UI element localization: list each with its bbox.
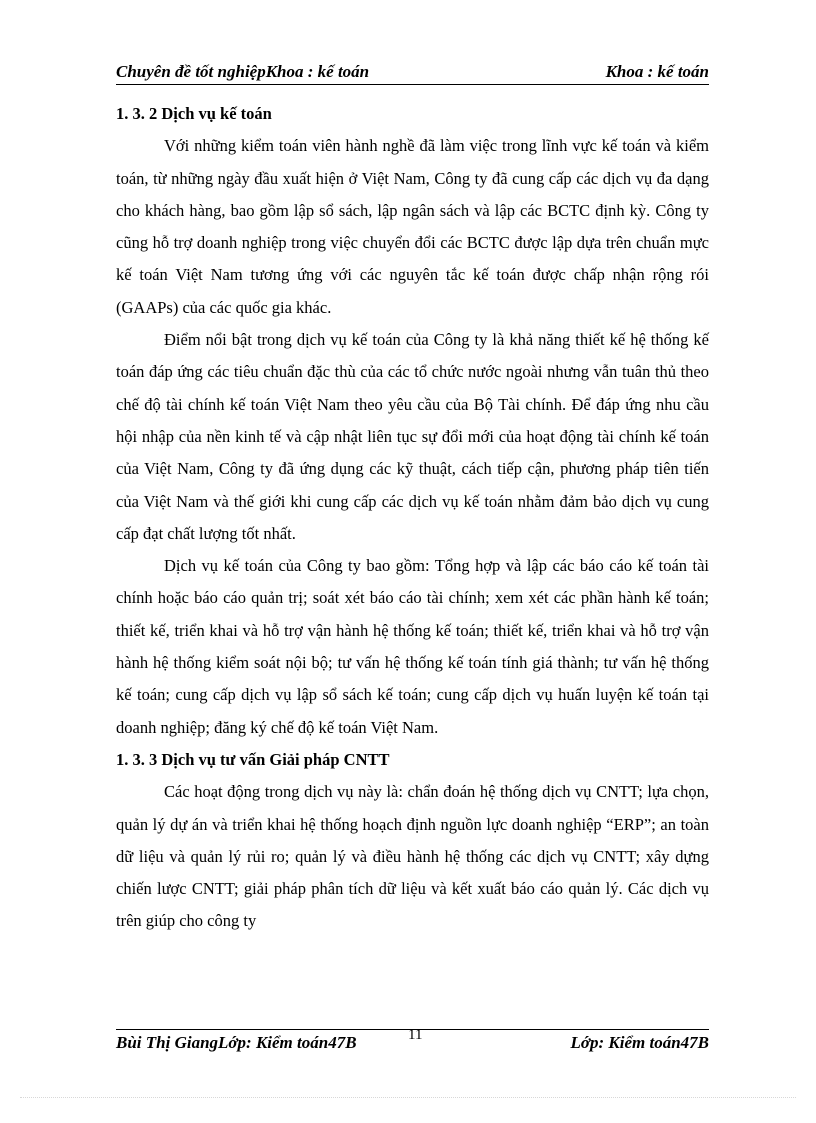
paragraph: Với những kiểm toán viên hành nghề đã làm việc trong lĩnh vực kế toán và kiểm toán, từ những ngày đầu xuất hiện ở Việt Nam, Công ty đã cung cấp các dịch vụ đa dạng cho khách hàng, bao gồm lập sổ sách, lập ngân sách và lập các BCTC định kỳ. Công ty cũng hỗ trợ doanh nghiệp trong việc chuyển đổi các BCTC được lập dựa trên chuẩn mực kế toán Việt Nam tương ứng với các nguyên tắc kế toán được chấp nhận rộng rói (GAAPs) của các quốc gia khác. <box>116 136 709 317</box>
page-header <box>116 60 709 85</box>
page-edge-divider <box>20 1097 796 1098</box>
page-number: 11 <box>408 1027 423 1043</box>
header-left-text: Chuyên đề tốt nghiệpKhoa : kế toán <box>116 62 370 81</box>
footer-author-text: Bùi Thị GiangLớp: Kiểm toán47B <box>116 1033 357 1052</box>
section-heading-dich-vu-ke-toan: 1. 3. 2 Dịch vụ kế toán <box>116 104 272 123</box>
page-body <box>116 98 709 938</box>
footer-class-text: Lớp: Kiểm toán47B <box>570 1033 709 1052</box>
section-heading-tu-van-cntt: 1. 3. 3 Dịch vụ tư vấn Giải pháp CNTT <box>116 749 390 769</box>
header-right-text: Khoa : kế toán <box>605 62 709 81</box>
page-footer <box>116 1029 709 1056</box>
paragraph: Các hoạt động trong dịch vụ này là: chẩn đoán hệ thống dịch vụ CNTT; lựa chọn, quản lý dự án và triển khai hệ thống hoạch định nguồn lực doanh nghiệp “ERP”; an toàn dữ liệu và quản lý rủi ro; quản lý và điều hành hệ thống các dịch vụ CNTT; xây dựng chiến lược CNTT; giải pháp phân tích dữ liệu và kết xuất báo cáo quản lý. Các dịch vụ trên giúp cho công ty <box>116 782 709 931</box>
paragraph: Dịch vụ kế toán của Công ty bao gồm: Tổng hợp và lập các báo cáo kế toán tài chính hoặc báo cáo quản trị; soát xét báo cáo tài chính; xem xét các phần hành kế toán; thiết kế, triển khai và hỗ trợ vận hành hệ thống kế toán; thiết kế, triển khai và hỗ trợ vận hành hệ thống kiểm soát nội bộ; tư vấn hệ thống kế toán tính giá thành; tư vấn hệ thống kế toán; cung cấp dịch vụ lập sổ sách kế toán; cung cấp dịch vụ huấn luyện kế toán tại doanh nghiệp; đăng ký chế độ kế toán Việt Nam. <box>116 556 709 737</box>
paragraph: Điểm nổi bật trong dịch vụ kế toán của Công ty là khả năng thiết kế hệ thống kế toán đáp ứng các tiêu chuẩn đặc thù của các tổ chức nước ngoài nhưng vẫn tuân thủ theo chế độ tài chính kế toán Việt Nam theo yêu cầu của Bộ Tài chính. Để đáp ứng nhu cầu hội nhập của nền kinh tế và cập nhật liên tục sự đổi mới của hoạt động tài chính kế toán của Việt Nam, Công ty đã ứng dụng các kỹ thuật, cách tiếp cận, phương pháp tiên tiến của Việt Nam và thế giới khi cung cấp các dịch vụ kế toán nhằm đảm bảo dịch vụ cung cấp đạt chất lượng tốt nhất. <box>116 330 709 543</box>
